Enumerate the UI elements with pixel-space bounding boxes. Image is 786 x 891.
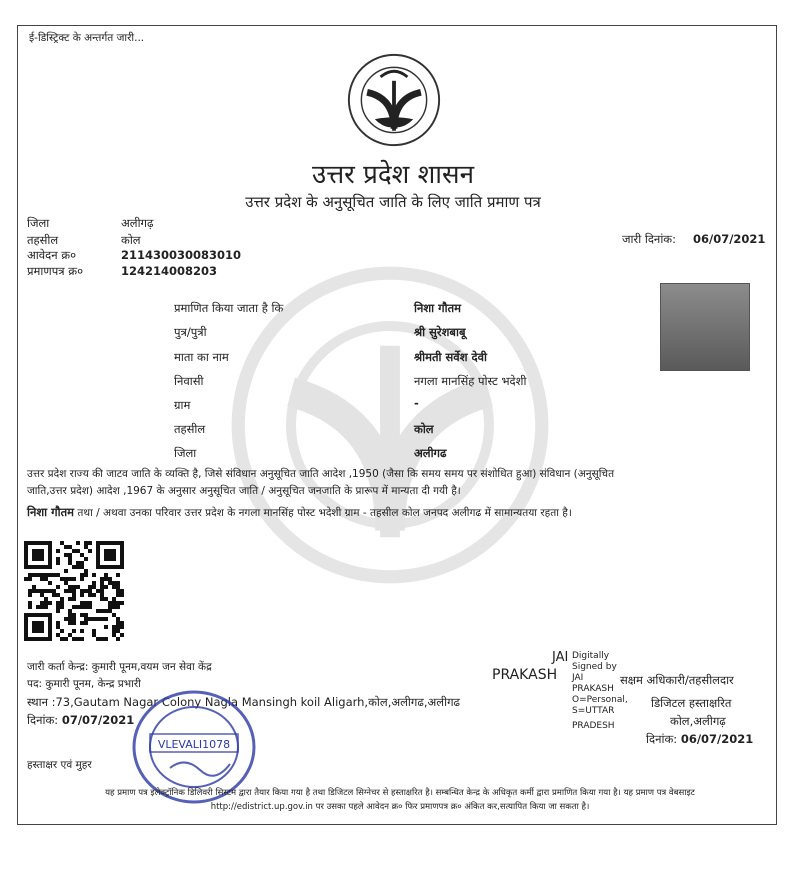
footer-note-line2: http://edistrict.up.gov.in पर उसका पहले आवेदन क्र० फिर प्रमाणपत्र क्र० अंकित कर,सत्यापित किया जा सकता है। xyxy=(210,802,590,812)
meta-application-label: आवेदन क्र० xyxy=(27,248,77,262)
footer-note-line1: यह प्रमाण पत्र इलेक्ट्रॉनिक डिलिवरी सिस्टम द्वारा तैयार किया गया है तथा डिजिटल सिग्नेचर से हस्ताक्षरित है। सम्बन्धित केन्द्र के अधिकृत कर्मी द्वारा प्रमाणित किया गया है। यह प्रमाण पत्र वेबसाइट xyxy=(105,788,695,798)
digisign-prakash: PRAKASH xyxy=(492,667,558,683)
digisign-line: O=Personal, xyxy=(572,695,628,705)
issuer-place: स्थान :73,Gautam Nagar Colony Nagla Mansingh koil Aligarh,कोल,अलीगढ,अलीगढ xyxy=(27,695,461,709)
residence-text: तथा / अथवा उनका परिवार उत्तर प्रदेश के नगला मानसिंह पोस्ट भदेशी ग्राम - तहसील कोल जनपद अलीगढ में सामान्यतया रहता है। xyxy=(77,507,572,519)
meta-tehsil-label: तहसील xyxy=(27,233,59,247)
detail-name-value: निशा गौतम xyxy=(414,301,462,315)
authority-date-label: दिनांक: xyxy=(646,732,678,746)
sign-label: हस्ताक्षर एवं मुहर xyxy=(27,759,92,771)
detail-mother-label: माता का नाम xyxy=(174,350,229,364)
seal-code: VLEVALI1078 xyxy=(157,738,231,751)
detail-resident-value: नगला मानसिंह पोस्ट भदेशी xyxy=(414,374,527,388)
meta-tehsil-value: कोल xyxy=(121,233,141,247)
issue-date-label: जारी दिनांक: xyxy=(622,232,677,246)
digisign-jai: JAI xyxy=(552,650,569,665)
digisign-line: PRAKASH xyxy=(572,684,614,694)
issue-date-value: 06/07/2021 xyxy=(693,232,766,246)
digisign-line: S=UTTAR xyxy=(572,706,615,716)
meta-district-value: अलीगढ़ xyxy=(121,216,154,230)
detail-district-value: अलीगढ xyxy=(414,446,447,460)
meta-certificate-label: प्रमाणपत्र क्र० xyxy=(27,264,84,278)
detail-certified-label: प्रमाणित किया जाता है कि xyxy=(174,301,284,315)
seal-signature xyxy=(170,762,230,775)
detail-village-label: ग्राम xyxy=(174,398,191,412)
authority-place: कोल,अलीगढ़ xyxy=(670,714,726,728)
caste-statement-line2: जाति,उत्तर प्रदेश) आदेश ,1967 के अनुसार अनुसूचित जाति / अनुसूचित जनजाति के प्रारूप में मान्यता दी गयी है। xyxy=(27,485,461,497)
meta-district-label: जिला xyxy=(27,216,50,230)
meta-application-value: 211430030083010 xyxy=(121,248,242,262)
detail-parent-value: श्री सुरेशबाबू xyxy=(414,325,466,339)
applicant-photo xyxy=(660,283,750,371)
top-note: ई-डिस्ट्रिक्ट के अन्तर्गत जारी... xyxy=(29,32,145,44)
detail-resident-label: निवासी xyxy=(174,374,204,388)
issuer-date xyxy=(27,713,134,728)
authority-date xyxy=(646,732,753,747)
authority-signed: डिजिटल हस्ताक्षरित xyxy=(651,696,732,710)
issuer-center: जारी कर्ता केन्द्र: कुमारी पूनम,वयम जन सेवा केंद्र xyxy=(27,661,212,673)
authority-title: सक्षम अधिकारी/तहसीलदार xyxy=(620,673,734,687)
meta-certificate-value: 124214008203 xyxy=(121,264,218,278)
issuer-post: पद: कुमारी पूनम, केन्द्र प्रभारी xyxy=(27,678,141,690)
caste-statement-line1: उत्तर प्रदेश राज्य की जाटव जाति के व्यक्ति है, जिसे संविधान अनुसूचित जाति आदेश ,1950 (जैसा कि समय समय पर संशोधित हुआ) संविधान (अनुसूचित xyxy=(27,468,615,480)
detail-tehsil-label: तहसील xyxy=(174,422,206,436)
issuer-date-value: 07/07/2021 xyxy=(61,713,135,727)
qr-code xyxy=(24,541,124,641)
authority-date-value: 06/07/2021 xyxy=(680,732,754,746)
certificate-subtitle: उत्तर प्रदेश के अनुसूचित जाति के लिए जाति प्रमाण पत्र xyxy=(245,193,541,211)
detail-district-label: जिला xyxy=(174,446,197,460)
detail-tehsil-value: कोल xyxy=(414,422,434,436)
digisign-line: Digitally xyxy=(572,651,610,661)
digisign-line: JAI xyxy=(572,673,584,683)
up-govt-emblem xyxy=(346,52,442,148)
detail-village-value: - xyxy=(414,396,419,410)
digisign-pradesh: PRADESH xyxy=(572,721,615,731)
residence-name: निशा गौतम xyxy=(27,505,75,519)
residence-statement xyxy=(27,505,767,521)
certificate-title: उत्तर प्रदेश शासन xyxy=(311,160,475,190)
issuer-date-label: दिनांक: xyxy=(27,713,59,727)
detail-mother-value: श्रीमती सर्वेश देवी xyxy=(414,350,488,364)
digisign-line: Signed by xyxy=(572,662,617,672)
detail-parent-label: पुत्र/पुत्री xyxy=(174,325,207,339)
